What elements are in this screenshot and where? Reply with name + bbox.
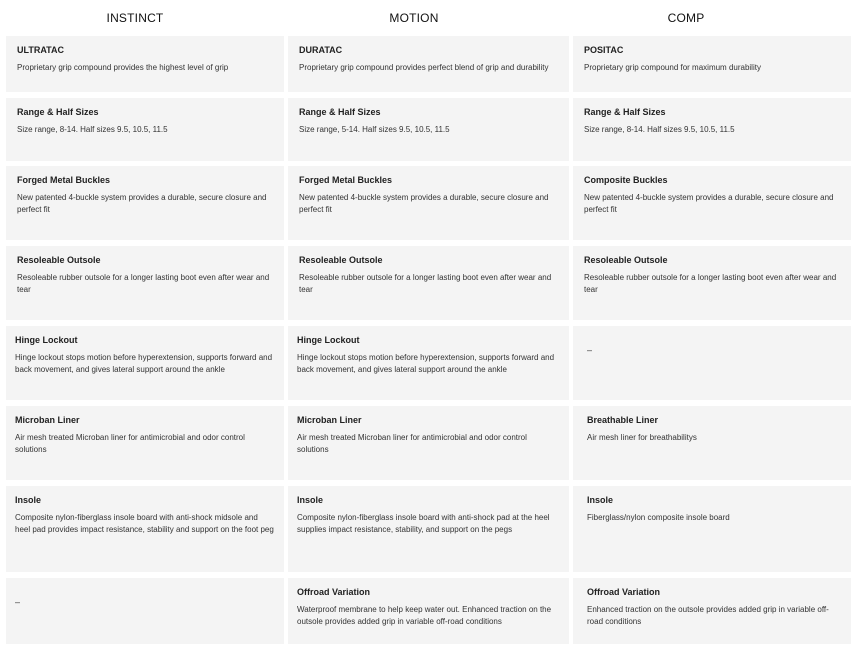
- feature-description: Hinge lockout stops motion before hyperextension, supports forward and back movement, and gives lateral support around the ankle: [15, 353, 273, 374]
- feature-title: Resoleable Outsole: [299, 255, 383, 265]
- cell-offroad-comp: [573, 578, 851, 644]
- feature-title: Hinge Lockout: [297, 335, 360, 345]
- feature-title: DURATAC: [299, 45, 343, 55]
- feature-title: Microban Liner: [15, 415, 80, 425]
- feature-title: Microban Liner: [297, 415, 362, 425]
- cell-grip-motion: [288, 36, 569, 92]
- feature-title: Resoleable Outsole: [17, 255, 101, 265]
- cell-outsole-comp: [573, 246, 851, 320]
- cell-outsole-motion: [288, 246, 569, 320]
- cell-offroad-instinct: [6, 578, 284, 644]
- feature-title: Insole: [15, 495, 42, 505]
- empty-dash: –: [15, 597, 21, 607]
- feature-title: Range & Half Sizes: [299, 107, 381, 117]
- cell-hinge-instinct: [6, 326, 284, 400]
- feature-description: Waterproof membrane to help keep water out. Enhanced traction on the outsole provides added grip in variable off-road conditions: [297, 605, 552, 626]
- cell-insole-motion: [288, 486, 569, 572]
- feature-title: POSITAC: [584, 45, 624, 55]
- feature-description: Proprietary grip compound provides the highest level of grip: [17, 63, 229, 72]
- feature-description: New patented 4-buckle system provides a durable, secure closure and perfect fit: [299, 193, 549, 214]
- feature-description: Size range, 5-14. Half sizes 9.5, 10.5, 11.5: [299, 125, 450, 134]
- feature-description: Size range, 8-14. Half sizes 9.5, 10.5, 11.5: [584, 125, 735, 134]
- cell-buckles-instinct: [6, 166, 284, 240]
- feature-description: Air mesh treated Microban liner for antimicrobial and odor control solutions: [15, 433, 245, 454]
- cell-offroad-motion: [288, 578, 569, 644]
- feature-description: Size range, 8-14. Half sizes 9.5, 10.5, 11.5: [17, 125, 168, 134]
- feature-title: Range & Half Sizes: [17, 107, 99, 117]
- feature-description: New patented 4-buckle system provides a durable, secure closure and perfect fit: [17, 193, 267, 214]
- feature-description: New patented 4-buckle system provides a durable, secure closure and perfect fit: [584, 193, 834, 214]
- cell-liner-instinct: [6, 406, 284, 480]
- cell-buckles-motion: [288, 166, 569, 240]
- feature-title: Forged Metal Buckles: [17, 175, 111, 185]
- feature-description: Resoleable rubber outsole for a longer lasting boot even after wear and tear: [17, 273, 270, 294]
- feature-title: Hinge Lockout: [15, 335, 78, 345]
- cell-sizes-motion: [288, 98, 569, 161]
- cell-insole-instinct: [6, 486, 284, 572]
- empty-dash: –: [587, 345, 593, 355]
- feature-description: Resoleable rubber outsole for a longer lasting boot even after wear and tear: [299, 273, 552, 294]
- column-header-motion: MOTION: [389, 11, 439, 25]
- feature-description: Enhanced traction on the outsole provides added grip in variable off-road conditions: [587, 605, 829, 626]
- feature-description: Proprietary grip compound provides perfect blend of grip and durability: [299, 63, 549, 72]
- cell-liner-comp: [573, 406, 851, 480]
- feature-title: Offroad Variation: [297, 587, 371, 597]
- cell-outsole-instinct: [6, 246, 284, 320]
- feature-description: Composite nylon-fiberglass insole board with anti-shock pad at the heel supplies impact resistance, stability, and support on the pegs: [297, 513, 550, 534]
- cell-grip-instinct: [6, 36, 284, 92]
- feature-description: Fiberglass/nylon composite insole board: [587, 513, 730, 522]
- feature-description: Air mesh liner for breathabilitys: [587, 433, 697, 442]
- feature-title: Insole: [587, 495, 614, 505]
- cell-liner-motion: [288, 406, 569, 480]
- feature-title: Breathable Liner: [587, 415, 659, 425]
- feature-title: Resoleable Outsole: [584, 255, 668, 265]
- cell-sizes-instinct: [6, 98, 284, 161]
- feature-title: Forged Metal Buckles: [299, 175, 393, 185]
- cell-insole-comp: [573, 486, 851, 572]
- cell-buckles-comp: [573, 166, 851, 240]
- cell-grip-comp: [573, 36, 851, 92]
- feature-description: Hinge lockout stops motion before hyperextension, supports forward and back movement, and gives lateral support around the ankle: [297, 353, 555, 374]
- feature-description: Proprietary grip compound for maximum durability: [584, 63, 761, 72]
- column-header-instinct: INSTINCT: [106, 11, 164, 25]
- feature-title: Offroad Variation: [587, 587, 661, 597]
- feature-description: Resoleable rubber outsole for a longer lasting boot even after wear and tear: [584, 273, 837, 294]
- cell-sizes-comp: [573, 98, 851, 161]
- feature-title: Composite Buckles: [584, 175, 668, 185]
- feature-title: Insole: [297, 495, 324, 505]
- column-headers: [0, 0, 856, 36]
- column-header-comp: COMP: [667, 11, 705, 25]
- cell-hinge-comp: [573, 326, 851, 400]
- feature-description: Composite nylon-fiberglass insole board with anti-shock midsole and heel pad provides impact resistance, stability and support on the foot peg: [15, 513, 274, 534]
- cell-hinge-motion: [288, 326, 569, 400]
- feature-title: ULTRATAC: [17, 45, 64, 55]
- feature-description: Air mesh treated Microban liner for antimicrobial and odor control solutions: [297, 433, 527, 454]
- feature-title: Range & Half Sizes: [584, 107, 666, 117]
